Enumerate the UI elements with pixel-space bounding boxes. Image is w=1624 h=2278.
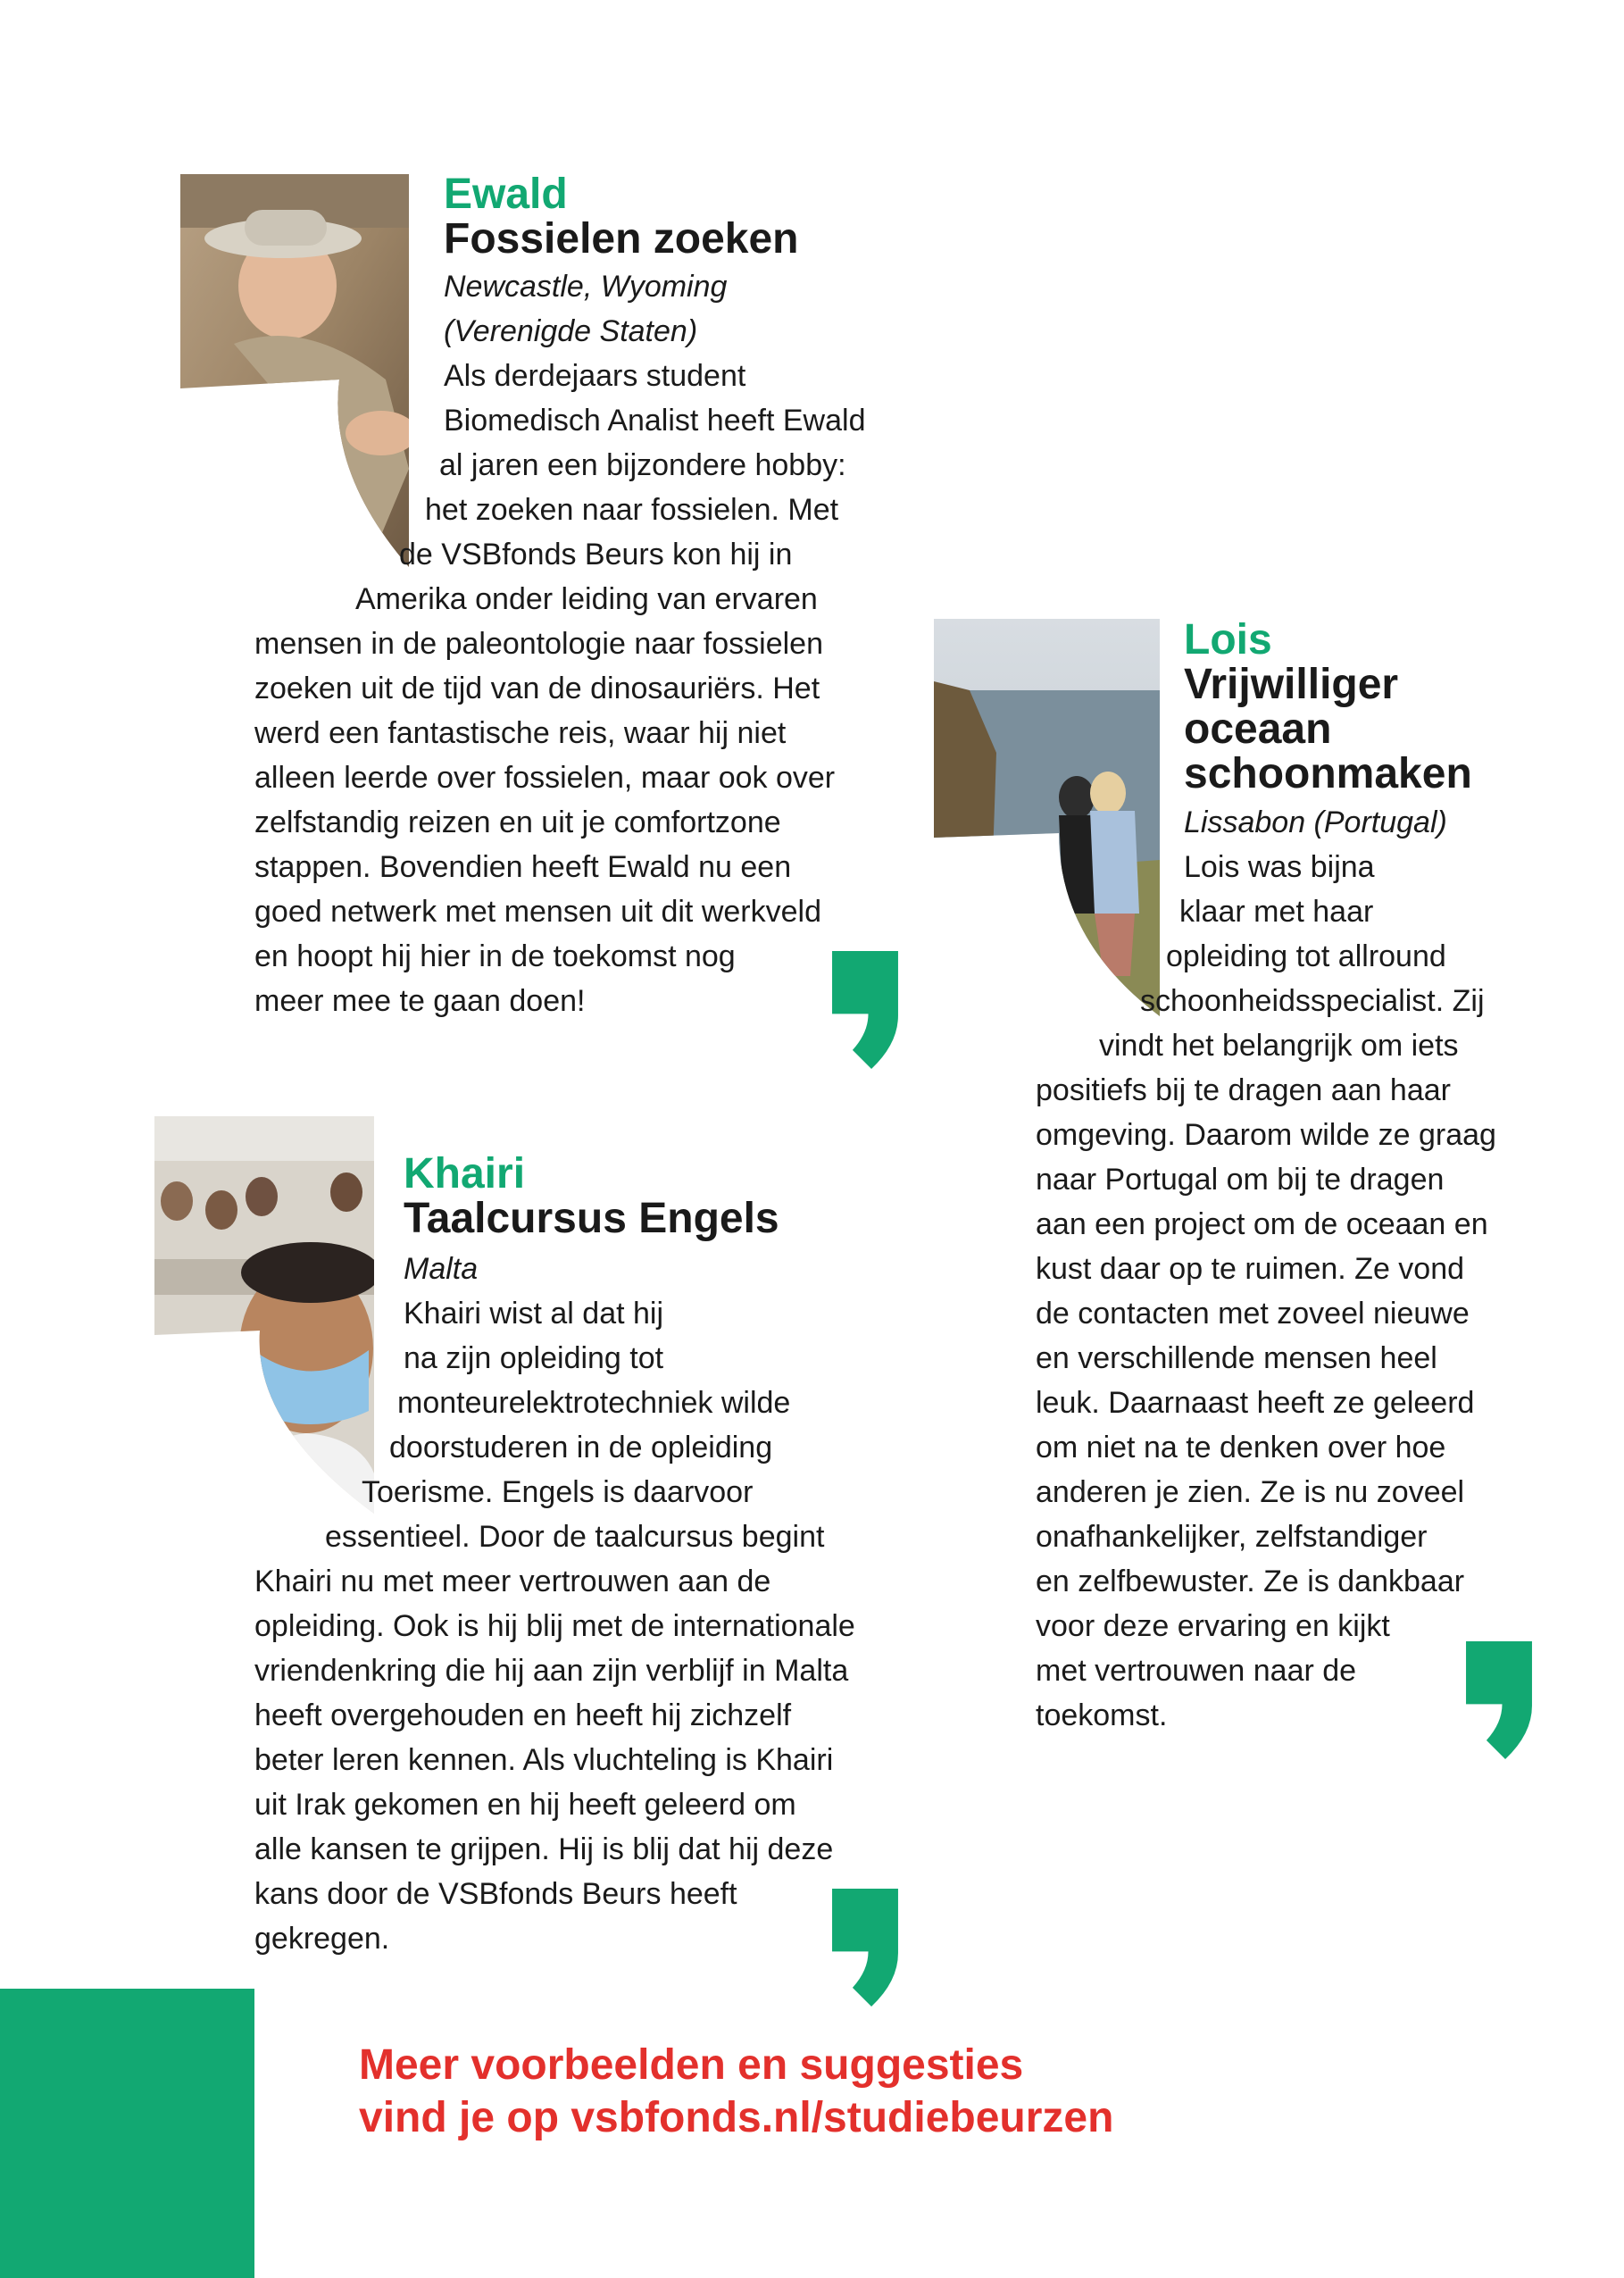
cta-text — [359, 2039, 1113, 2144]
ewald-body-line: zelfstandig reizen en uit je comfortzone — [254, 805, 781, 839]
khairi-body-line: monteurelektrotechniek wilde — [397, 1386, 791, 1420]
lois-body-line: om niet na te denken over hoe — [1036, 1431, 1446, 1464]
lois-body-line: aan een project om de oceaan en — [1036, 1207, 1488, 1241]
ewald-location-line: Newcastle, Wyoming — [444, 270, 728, 304]
person-photo-icon — [934, 619, 1160, 1016]
lois-body-line: onafhankelijker, zelfstandiger — [1036, 1520, 1428, 1554]
khairi-title — [404, 1197, 779, 1241]
cta-line: Meer voorbeelden en suggesties — [359, 2041, 1024, 2089]
ewald-body-line: alleen leerde over fossielen, maar ook over — [254, 761, 836, 795]
lois-body-line: opleiding tot allround — [1166, 939, 1446, 973]
ewald-name: Ewald — [444, 171, 568, 218]
khairi-body-line: kans door de VSBfonds Beurs heeft — [254, 1877, 737, 1911]
lois-body-line: toekomst. — [1036, 1698, 1168, 1732]
lois-location-line: Lissabon (Portugal) — [1184, 805, 1447, 839]
ewald-location-line: (Verenigde Staten) — [444, 314, 698, 348]
khairi-body-line: Toerisme. Engels is daarvoor — [362, 1475, 754, 1509]
lois-body-line: vindt het belangrijk om iets — [1099, 1029, 1459, 1063]
lois-photo — [934, 619, 1160, 1016]
title-line: Fossielen zoeken — [444, 215, 799, 263]
khairi-body-line: Khairi wist al dat hij — [404, 1297, 664, 1331]
lois-body-line: Lois was bijna — [1184, 850, 1375, 884]
ewald-body-line: stappen. Bovendien heeft Ewald nu een — [254, 850, 792, 884]
lois-body-line: leuk. Daarnaast heeft ze geleerd — [1036, 1386, 1475, 1420]
person-photo-icon — [180, 174, 409, 567]
khairi-body-line: beter leren kennen. Als vluchteling is Khairi — [254, 1743, 834, 1777]
comma-quote-icon — [1460, 1637, 1538, 1764]
khairi-location-line: Malta — [404, 1252, 479, 1286]
title-line: Vrijwilliger — [1184, 661, 1399, 708]
lois-body-line: positiefs bij te dragen aan haar — [1036, 1073, 1451, 1107]
lois-body-line: en zelfbewuster. Ze is dankbaar — [1036, 1565, 1465, 1598]
khairi-body-line: doorstuderen in de opleiding — [389, 1431, 773, 1464]
title-line: Taalcursus Engels — [404, 1195, 779, 1242]
ewald-title — [444, 217, 798, 262]
lois-title — [1184, 663, 1472, 797]
ewald-body-line: en hoopt hij hier in de toekomst nog — [254, 939, 736, 973]
khairi-body-line: alle kansen te grijpen. Hij is blij dat hij deze — [254, 1832, 834, 1866]
lois-body-line: kust daar op te ruimen. Ze vond — [1036, 1252, 1465, 1286]
khairi-body-line: uit Irak gekomen en hij heeft geleerd om — [254, 1788, 796, 1822]
khairi-body-line: gekregen. — [254, 1922, 390, 1956]
title-line: oceaan — [1184, 705, 1332, 753]
khairi-body-line: essentieel. Door de taalcursus begint — [325, 1520, 825, 1554]
lois-body-line: voor deze ervaring en kijkt — [1036, 1609, 1390, 1643]
title-line: schoonmaken — [1184, 750, 1472, 797]
khairi-body-line: na zijn opleiding tot — [404, 1341, 664, 1375]
lois-body-line: naar Portugal om bij te dragen — [1036, 1163, 1445, 1197]
ewald-body-line: de VSBfonds Beurs kon hij in — [399, 538, 793, 572]
ewald-body-line: Biomedisch Analist heeft Ewald — [444, 404, 866, 438]
ewald-body-line: het zoeken naar fossielen. Met — [425, 493, 839, 527]
lois-name: Lois — [1184, 616, 1272, 663]
comma-quote-icon — [826, 1884, 904, 2011]
lois-body-line: anderen je zien. Ze is nu zoveel — [1036, 1475, 1465, 1509]
lois-body-line: en verschillende mensen heel — [1036, 1341, 1437, 1375]
ewald-body-line: Amerika onder leiding van ervaren — [355, 582, 818, 616]
khairi-photo — [154, 1116, 374, 1514]
cta-link[interactable]: vind je op vsbfonds.nl/studiebeurzen — [359, 2094, 1114, 2141]
ewald-body-line: al jaren een bijzondere hobby: — [439, 448, 846, 482]
lois-body-line: klaar met haar — [1179, 895, 1374, 929]
ewald-body-line: werd een fantastische reis, waar hij niet — [254, 716, 787, 750]
khairi-body-line: Khairi nu met meer vertrouwen aan de — [254, 1565, 771, 1598]
person-photo-icon — [154, 1116, 374, 1514]
lois-body-line: schoonheidsspecialist. Zij — [1140, 984, 1485, 1018]
ewald-body-line: zoeken uit de tijd van de dinosauriërs. Het — [254, 672, 820, 705]
khairi-name: Khairi — [404, 1150, 526, 1197]
green-corner-block — [0, 1989, 254, 2278]
ewald-body-line: meer mee te gaan doen! — [254, 984, 586, 1018]
khairi-body-line: vriendenkring die hij aan zijn verblijf in Malta — [254, 1654, 849, 1688]
ewald-body-line: Als derdejaars student — [444, 359, 746, 393]
comma-quote-icon — [826, 947, 904, 1073]
khairi-body-line: heeft overgehouden en heeft hij zichzelf — [254, 1698, 792, 1732]
lois-body-line: de contacten met zoveel nieuwe — [1036, 1297, 1470, 1331]
ewald-body-line: mensen in de paleontologie naar fossielen — [254, 627, 824, 661]
lois-body-line: met vertrouwen naar de — [1036, 1654, 1357, 1688]
ewald-photo — [180, 174, 409, 567]
ewald-body-line: goed netwerk met mensen uit dit werkveld — [254, 895, 821, 929]
lois-body-line: omgeving. Daarom wilde ze graag — [1036, 1118, 1496, 1152]
khairi-body-line: opleiding. Ook is hij blij met de internationale — [254, 1609, 855, 1643]
